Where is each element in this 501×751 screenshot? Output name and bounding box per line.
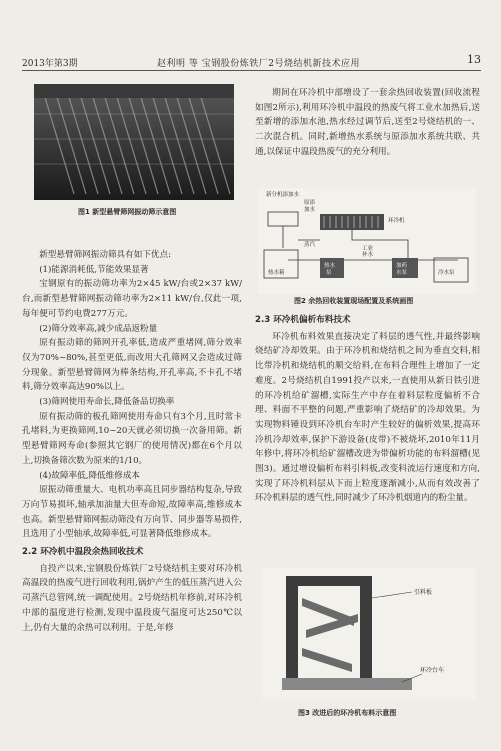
figure-1-vibrating-screen-photo <box>34 84 234 200</box>
paragraph: 期间在环冷机中部增设了一套余热回收装置(回收流程如图2所示),利用环冷机中温段的热废气将工业水加热后,送至新增的添加水池,热水经过调节后,送至2号烧结机的一、二次混合机。同时,新增热水系统与原添加水系统共联、共通,以保证中温段热废气的充分利用。 <box>255 88 480 157</box>
figure-3-caption: 图3 改进后的环冷机布料示意图 <box>298 709 397 717</box>
figure-2-heat-recovery-diagram <box>258 188 476 294</box>
right-column-bottom <box>255 310 480 506</box>
figure-2-caption: 图2 余热回收装置现场配置及系统画图 <box>294 297 414 305</box>
label-guide-plate: 引料板 <box>414 589 433 596</box>
paragraph: (2)筛分效率高,减少成品返粉量 <box>39 323 158 334</box>
paragraph: 新型悬臂筛网振动筛具有如下优点: <box>39 250 171 260</box>
label-add-water: 加水 <box>304 207 316 213</box>
label-hot-tank: 热水箱 <box>268 270 285 276</box>
label-tank1b: 泵 <box>326 270 332 276</box>
left-column <box>22 248 242 635</box>
label-tank1a: 热水 <box>324 263 336 269</box>
label-original: 原添 <box>304 200 316 206</box>
issue-label: 2013年第3期 <box>22 59 78 69</box>
right-column-top <box>255 86 480 160</box>
paragraph: 宝钢原有的振动筛功率为2×45 kW/台或2×37 kW/台,而新型悬臂筛网振动筛功率为2×11 kW/台,仅此一项,每年便可节约电费277万元。 <box>22 279 242 319</box>
figure-3-chute-diagram <box>262 568 476 700</box>
figure-1-caption: 图1 新型悬臂筛网振动筛示意图 <box>78 208 177 216</box>
paragraph: 原有振动筛的筛网开孔率低,造成严重堵网,筛分效率仅为70%~80%,甚至更低,而改用大孔筛网又会造成过筛分现象。新型悬臂筛网为棒条结构,开孔率高,不卡孔不堵料,筛分效率高达90%以上。 <box>22 338 242 393</box>
running-header <box>22 52 481 71</box>
paragraph: 原振动筛重量大、电机功率高且同步器结构复杂,导致万向节易损坏,轴承加油量大但寿命短,故障率高,维修成本也高。新型悬臂筛网振动筛没有万向节、同步器等易损件,且选用了小型轴承,故障率低,可显著降低维修成本。 <box>22 485 242 540</box>
paragraph: 原有振动筛的板孔筛网使用寿命只有3个月,且时常卡孔堵料,为更换筛网,10~20天就必须切换一次备用筛。新型悬臂筛网寿命(参照其它钢厂的使用情况)都在6个月以上,切换备筛次数为原来的1/10。 <box>22 411 242 466</box>
label-industrial: 工业 <box>362 246 374 252</box>
paragraph: 环冷机布料效果直接决定了料层的透气性,并最终影响烧结矿冷却效果。由于环冷机和烧结机之间为垂直交料,相比带冷机和烧结机的顺交给料,在布料合理性上增加了一定难度。2号烧结机自1991投产以来,一直使用从新日铁引进的环冷机给矿溜槽,实际生产中存在着料层粒度偏析不合理、料面不平整的问题,严重影响了烧结矿的冷却效果。为实现物料锤设到环冷机台车时产生较好的偏析效果,提高环冷机冷却效率,保护下游设备(皮带)不被烧坏,2010年11月年修中,将环冷机给矿溜槽改进为带偏析功能的布料溜槽(见图3)。通过增设偏析布料引料板,改变料流运行速度和方向,实现了环冷机料层从下而上粒度逐渐减小,从而有效改善了环冷机料层的透气性,同时减少了环冷机烟道内的粉尘量。 <box>255 331 480 504</box>
label-tank2b: 水泵 <box>396 270 408 276</box>
section-heading-2-2: 2.2 环冷机中温段余热回收技术 <box>22 547 144 558</box>
label-tank2a: 加药 <box>396 263 408 269</box>
label-new-water: 新分机添加水 <box>266 192 300 198</box>
section-heading-2-3: 2.3 环冷机偏析布料技术 <box>255 315 351 325</box>
label-ring-cooler: 环冷机 <box>388 218 405 224</box>
paragraph: (3)筛网使用寿命长,降低备品切换率 <box>39 397 175 408</box>
label-steam: 蒸汽 <box>304 242 316 248</box>
label-trolley: 环冷台车 <box>420 667 445 674</box>
page-number: 13 <box>467 53 481 66</box>
running-title: 赵利明 等 宝钢股份炼铁厂2号烧结机新技术应用 <box>157 59 360 69</box>
label-makeup: 补水 <box>362 252 374 258</box>
label-cold-pump: 冷水泵 <box>438 270 455 276</box>
paragraph: (1)能源消耗低,节能效果显著 <box>39 264 149 275</box>
paragraph: 自投产以来,宝钢股份炼铁厂2号烧结机主要对环冷机高温段的热废气进行回收利用,锅炉产生的低压蒸汽进入公司蒸汽总管网,统一调配使用。2号烧结机年修前,对环冷机中部的温度进行检测,发现中温段废气温度可达250℃以上,仍有大量的余热可以利用。于是,年修 <box>22 563 242 633</box>
paragraph: (4)故障率低,降低维修成本 <box>39 470 141 481</box>
